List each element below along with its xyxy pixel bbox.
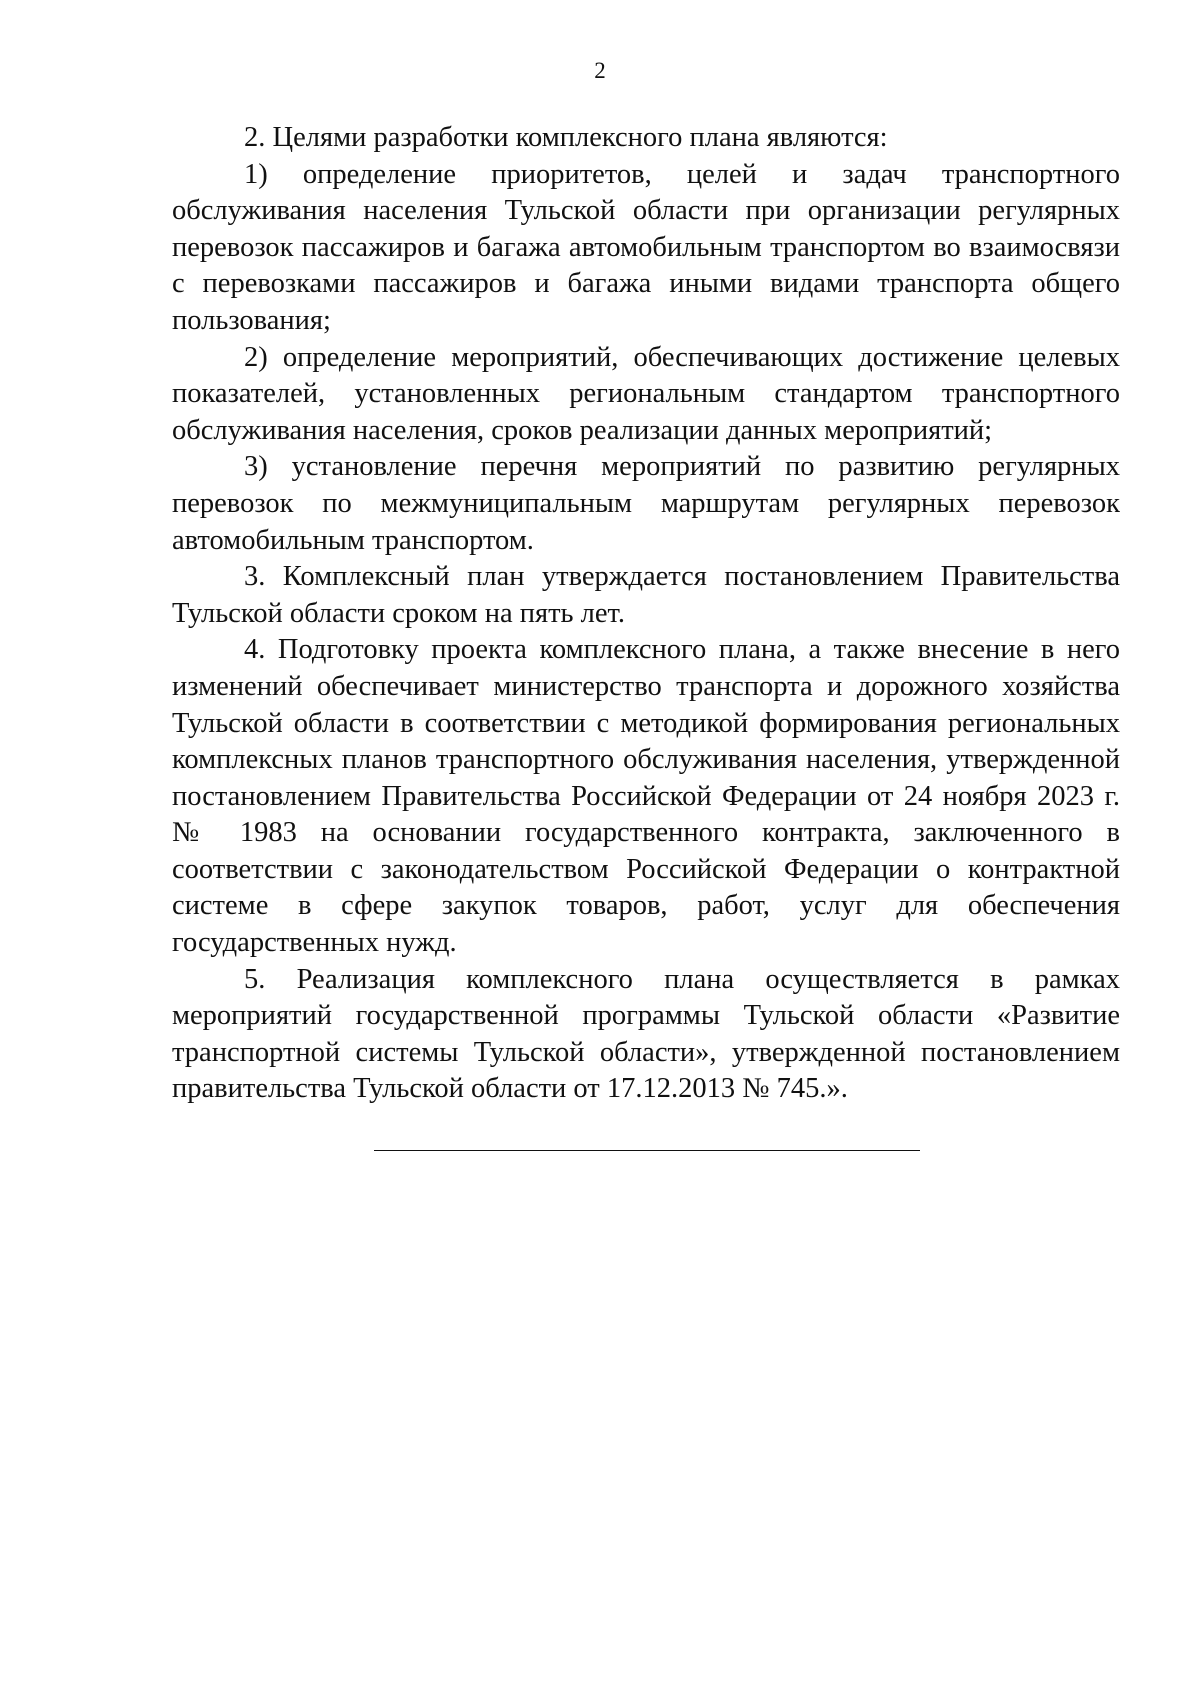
paragraph-clause-4: 4. Подготовку проекта комплексного плана, а также внесение в него изменений обеспечивает министерство транспорта и дорожного хозяйства Тульской области в соответствии с методикой формирования региональных комплексных планов транспортного обслуживания населения, утвержденной постановлением Правительства Российской Федерации от 24 ноября 2023 г. № 1983 на основании государственного контракта, заключенного в соответствии с законодательством Российской Федерации о контрактной системе в сфере закупок товаров, работ, услуг для обеспечения государственных нужд.: [172, 634, 1120, 959]
paragraph-goal-3: 3) установление перечня мероприятий по развитию регулярных перевозок по межмуниципальным маршрутам регулярных перевозок автомобильным транспортом.: [172, 451, 1120, 556]
paragraph-goal-1: 1) определение приоритетов, целей и задач транспортного обслуживания населения Тульской области при организации регулярных перевозок пассажиров и багажа автомобильным транспортом во взаимосвязи с перевозками пассажиров и багажа иными видами транспорта общего пользования;: [172, 158, 1120, 336]
document-body: [172, 120, 1120, 1108]
end-of-document-rule: [374, 1150, 920, 1151]
paragraph-clause-3: 3. Комплексный план утверждается постановлением Правительства Тульской области сроком на пять лет.: [172, 561, 1120, 629]
paragraph-goal-2: 2) определение мероприятий, обеспечивающих достижение целевых показателей, установленных региональным стандартом транспортного обслуживания населения, сроков реализации данных мероприятий;: [172, 341, 1120, 446]
paragraph-goals-heading: 2. Целями разработки комплексного плана являются:: [244, 122, 888, 153]
page-number: 2: [594, 58, 606, 83]
paragraph-clause-5: 5. Реализация комплексного плана осуществляется в рамках мероприятий государственной программы Тульской области «Развитие транспортной системы Тульской области», утвержденной постановлением правительства Тульской области от 17.12.2013 № 745.».: [172, 963, 1120, 1105]
